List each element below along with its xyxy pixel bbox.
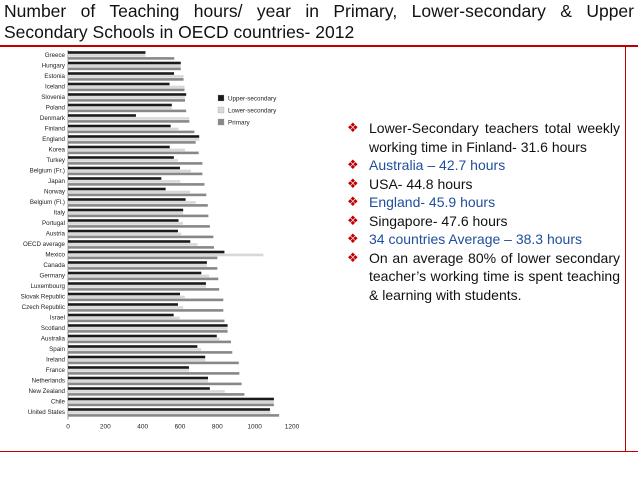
bullet-england: ❖ England- 45.9 hours [347,194,496,210]
bar-primary [68,351,232,354]
category-label: England [42,136,65,143]
diamond-bullet-icon: ❖ [347,157,359,172]
bar-upper-secondary [68,387,210,390]
x-tick-label: 1000 [247,423,262,431]
category-label: Denmark [39,115,65,122]
bar-lower-secondary [68,264,207,267]
category-label: Portugal [41,220,65,227]
bar-lower-secondary [68,327,228,330]
bar-primary [68,267,217,270]
bar-lower-secondary [68,380,208,383]
bar-upper-secondary [68,324,228,327]
bar-upper-secondary [68,219,179,222]
bar-primary [68,246,214,249]
bar-lower-secondary [68,86,184,89]
bar-primary [68,236,213,239]
x-tick-label: 200 [99,423,111,431]
bar-lower-secondary [68,65,181,68]
bar-upper-secondary [68,167,180,170]
category-label: Japan [48,178,65,185]
bar-lower-secondary [68,117,189,120]
bar-upper-secondary [68,335,217,338]
bar-primary [68,383,242,386]
category-label: Italy [53,209,65,217]
diamond-bullet-icon: ❖ [347,249,359,265]
bar-lower-secondary [68,243,198,246]
category-label: Korea [48,146,65,154]
category-label: OECD average [23,241,65,248]
bar-primary [68,141,196,144]
diamond-bullet-icon: ❖ [347,175,359,191]
bar-lower-secondary [68,254,263,257]
x-tick-label: 400 [137,423,149,431]
bullet-list [346,119,620,304]
category-label: Iceland [45,83,65,91]
bar-upper-secondary [68,62,181,65]
bar-upper-secondary [68,104,172,107]
bar-primary [68,404,274,407]
bar-lower-secondary [68,170,191,173]
category-label: Netherlands [31,377,65,385]
bar-lower-secondary [68,107,172,110]
bar-primary [68,288,219,291]
slide-title: Number of Teaching hours/ year in Primary, Lower-secondary & Upper Secondary Schools in OECD countries- 2012 [4,1,634,42]
bullet-average: ❖ 34 countries Average – 38.3 hours [347,231,583,247]
category-label: France [45,367,65,374]
bar-upper-secondary [68,72,174,75]
bar-primary [68,183,204,186]
bar-primary [68,320,224,323]
bar-upper-secondary [68,261,207,264]
x-tick-group [66,424,299,431]
category-label-group [21,52,66,416]
bar-lower-secondary [68,401,274,404]
bar-lower-secondary [68,138,199,141]
bar-upper-secondary [68,366,189,369]
bar-primary [68,162,202,165]
legend [218,95,277,127]
bar-primary [68,173,202,176]
bar-group [68,50,279,420]
category-label: Chile [50,398,65,406]
bar-lower-secondary [68,317,180,320]
bar-primary [68,110,186,113]
bar-upper-secondary [68,146,170,149]
bar-primary [68,89,184,92]
bar-upper-secondary [68,230,178,233]
bar-upper-secondary [68,51,145,54]
bar-upper-secondary [68,398,274,401]
bar-primary [68,299,223,302]
bullet-teaching-share: ❖ On an average 80% of lower secondary teacher’s working time is spent teaching & learning with students. [347,249,620,303]
bar-lower-secondary [68,296,185,299]
bar-lower-secondary [68,285,206,288]
x-tick-label: 800 [211,423,223,431]
bullet-usa: ❖ USA- 44.8 hours [347,175,473,192]
bar-primary [68,68,181,71]
bar-primary [68,131,194,134]
x-tick-label: 600 [174,423,186,431]
bar-lower-secondary [68,180,180,183]
bar-lower-secondary [68,128,179,131]
bar-upper-secondary [68,93,186,96]
bar-upper-secondary [68,156,174,159]
bar-primary [68,362,239,365]
diamond-bullet-icon: ❖ [347,231,359,246]
category-label: Belgium (Fl.) [29,199,65,206]
bar-upper-secondary [68,345,197,348]
bottom-border-line [0,451,638,452]
bar-lower-secondary [68,369,189,372]
bar-lower-secondary [68,159,178,162]
legend-swatch [218,107,224,113]
legend-swatch [218,95,224,101]
bar-lower-secondary [68,359,205,362]
bullet-finland-working-time: ❖ Lower-Secondary teachers total weekly working time in Finland- 31.6 hours [347,120,620,155]
category-label: Turkey [46,157,65,164]
category-label: Slovak Republic [20,293,65,301]
bar-primary [68,257,217,260]
bar-lower-secondary [68,212,183,215]
category-label: Spain [49,346,65,353]
bar-upper-secondary [68,251,224,254]
bar-lower-secondary [68,222,183,225]
bar-upper-secondary [68,314,174,317]
category-label: Ireland [46,356,65,364]
legend-label: Upper-secondary [228,95,277,103]
bullet-australia: ❖ Australia – 42.7 hours [347,157,506,173]
category-label: New Zealand [28,388,65,395]
category-label: Canada [43,262,65,269]
category-label: Greece [44,52,65,59]
category-label: Finland [44,125,65,133]
bar-lower-secondary [68,149,185,152]
bar-primary [68,78,184,81]
bar-upper-secondary [68,209,183,212]
bar-upper-secondary [68,303,178,306]
bar-lower-secondary [68,275,209,278]
legend-swatch [218,119,224,125]
bar-upper-secondary [68,272,201,275]
category-label: Estonia [44,73,65,80]
bar-upper-secondary [68,282,206,285]
teaching-hours-chart [6,47,331,447]
bar-lower-secondary [68,233,181,236]
bar-upper-secondary [68,408,270,411]
bar-primary [68,393,244,396]
legend-label: Primary [228,119,250,127]
bar-primary [68,57,174,60]
bar-primary [68,194,206,197]
bar-primary [68,278,218,281]
bar-lower-secondary [68,96,185,99]
category-label: Belgium (Fr.) [29,167,65,175]
bar-lower-secondary [68,201,196,204]
bar-primary [68,99,185,102]
bar-upper-secondary [68,198,186,201]
bullet-singapore: ❖ Singapore- 47.6 hours [347,212,508,229]
x-tick-label: 1200 [284,423,300,431]
diamond-bullet-icon: ❖ [347,194,359,209]
bar-lower-secondary [68,306,183,309]
right-border-line [625,47,626,451]
bar-lower-secondary [68,75,184,78]
bar-lower-secondary [68,191,190,194]
bar-upper-secondary [68,177,161,180]
bar-upper-secondary [68,83,170,86]
bar-upper-secondary [68,377,208,380]
category-label: Austria [45,230,65,238]
bar-primary [68,152,199,155]
category-label: United States [27,409,65,416]
category-label: Germany [39,272,65,280]
bar-primary [68,204,208,207]
bar-lower-secondary [68,338,220,341]
bar-upper-secondary [68,135,199,138]
bar-upper-secondary [68,293,180,296]
bar-primary [68,330,228,333]
bar-upper-secondary [68,114,136,117]
bar-primary [68,215,208,218]
bar-primary [68,414,279,417]
category-label: Australia [40,335,65,343]
bar-primary [68,120,189,123]
category-label: Poland [45,104,65,112]
bar-upper-secondary [68,125,171,128]
bar-lower-secondary [68,411,271,414]
category-label: Mexico [45,251,65,259]
category-label: Israel [49,314,65,322]
category-label: Scotland [40,325,65,332]
legend-label: Lower-secondary [228,107,277,115]
bar-lower-secondary [68,348,201,351]
bar-primary [68,341,231,344]
bar-lower-secondary [68,390,225,393]
category-label: Slovenia [41,94,65,101]
bar-upper-secondary [68,356,205,359]
category-label: Hungary [41,62,65,70]
x-tick-label: 0 [66,423,70,431]
category-label: Norway [44,188,65,196]
bar-lower-secondary [68,54,145,57]
diamond-bullet-icon: ❖ [347,212,359,228]
diamond-bullet-icon: ❖ [347,120,359,135]
category-label: Czech Republic [21,304,65,311]
category-label: Luxembourg [30,283,65,290]
bar-upper-secondary [68,240,190,243]
bar-upper-secondary [68,188,166,191]
bar-primary [68,225,210,228]
bar-primary [68,372,239,375]
bar-primary [68,309,223,312]
